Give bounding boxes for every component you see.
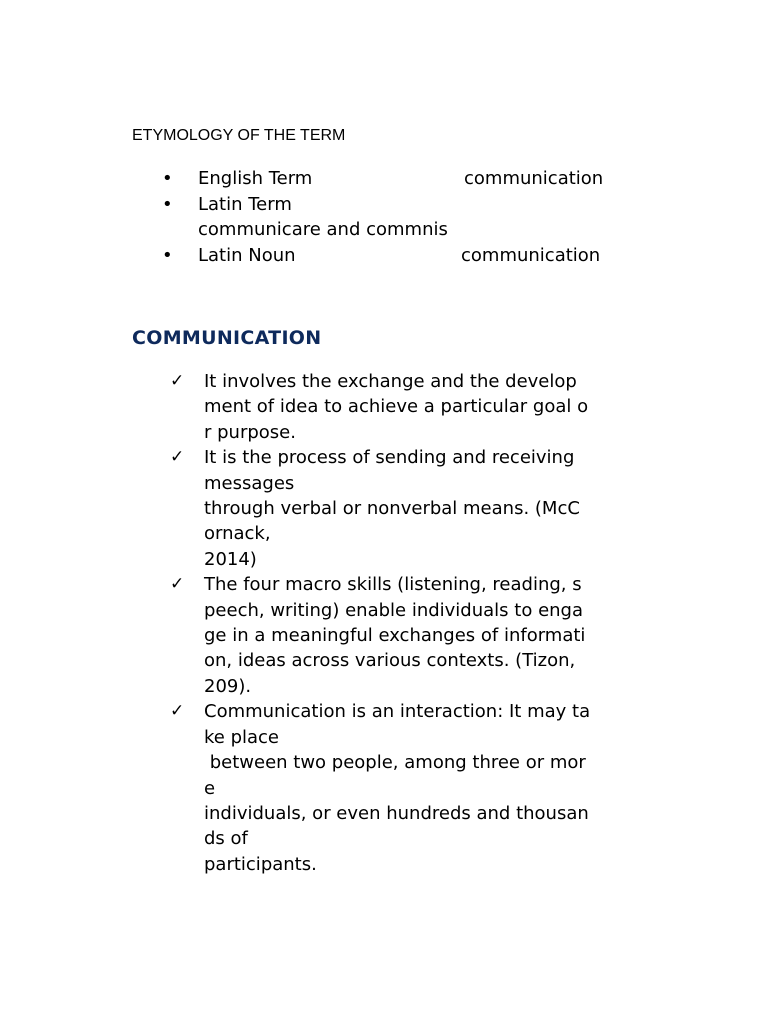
point-line: ds of xyxy=(204,828,248,850)
point-line: r purpose. xyxy=(204,421,296,443)
point-line: It involves the exchange and the develop xyxy=(204,371,577,392)
point-line: individuals, or even hundreds and thousan xyxy=(204,802,589,824)
communication-point xyxy=(170,369,640,445)
point-line: ge in a meaningful exchanges of informati xyxy=(204,625,586,647)
communication-point xyxy=(170,445,640,572)
etymology-item-latin-noun xyxy=(160,243,640,269)
etymology-value: communication xyxy=(464,168,604,189)
point-line: peech, writing) enable individuals to enga xyxy=(204,599,584,621)
point-line: ment of idea to achieve a particular goal o xyxy=(204,396,589,418)
etymology-term: Latin Noun xyxy=(198,244,296,266)
communication-list xyxy=(170,369,640,877)
checkmark-icon: ✓ xyxy=(170,701,185,722)
point-line: It is the process of sending and receiving xyxy=(204,447,575,469)
point-line: The four macro skills (listening, reading, s xyxy=(204,574,582,596)
bullet-icon: • xyxy=(162,193,173,215)
bullet-icon: • xyxy=(162,244,173,266)
point-line: messages xyxy=(204,472,295,494)
point-line: through verbal or nonverbal means. (McC xyxy=(204,498,580,520)
communication-point xyxy=(170,572,640,699)
point-line: e xyxy=(204,777,216,799)
etymology-item-latin-term xyxy=(160,192,640,243)
point-line: Communication is an interaction: It may ta xyxy=(204,701,591,723)
point-line: 2014) xyxy=(204,548,257,570)
point-line: participants. xyxy=(204,853,317,875)
point-line: on, ideas across various contexts. (Tizon, xyxy=(204,650,576,672)
etymology-heading: ETYMOLOGY OF THE TERM xyxy=(132,127,346,144)
checkmark-icon: ✓ xyxy=(170,574,185,595)
communication-heading: COMMUNICATION xyxy=(132,327,322,349)
etymology-term: Latin Term xyxy=(198,193,292,215)
point-line: 209). xyxy=(204,675,252,697)
bullet-icon: • xyxy=(162,168,173,189)
checkmark-icon: ✓ xyxy=(170,371,185,391)
etymology-list xyxy=(160,166,640,268)
etymology-value: communication xyxy=(461,244,601,266)
point-line: ornack, xyxy=(204,523,271,545)
point-line: ke place xyxy=(204,726,280,748)
point-line: between two people, among three or mor xyxy=(204,752,586,774)
etymology-value: communicare and commnis xyxy=(198,219,448,240)
etymology-term: English Term xyxy=(198,168,313,189)
communication-point xyxy=(170,699,640,877)
checkmark-icon: ✓ xyxy=(170,447,185,468)
etymology-item-english xyxy=(160,166,640,192)
